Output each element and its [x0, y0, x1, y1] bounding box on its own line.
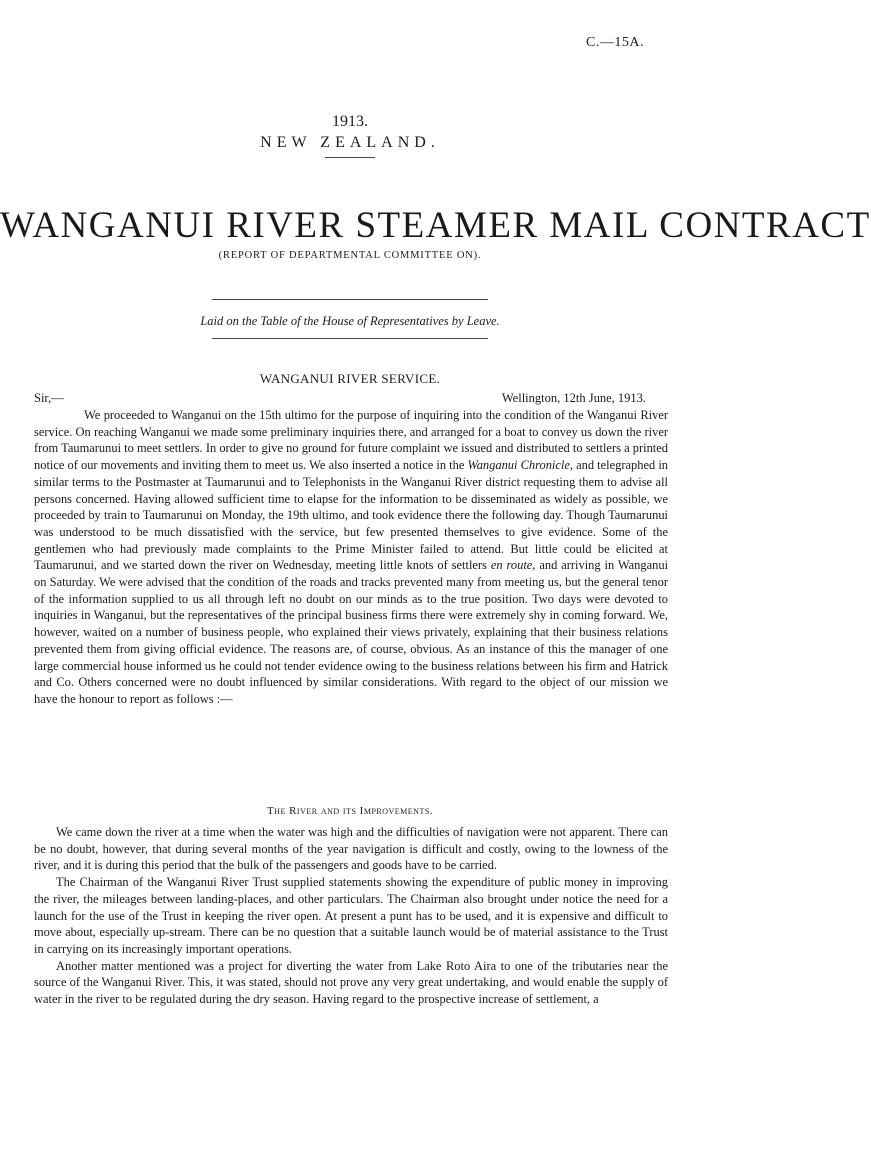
- paragraph-text: and telegraphed in similar terms to the Postmaster at Taumarunui and to Telephonists in the Wanganui River district requesting them to advise all persons concerned. Having allowed sufficient time to elapse for the information to be disseminated as widely as possible, we proceeded by train to Taumarunui on Monday, the 19th ultimo, and took evidence there the following day. Though Taumarunui was understood to be much dissatisfied with the service, but few presented themselves to give evidence. Some of the gentlemen who had previously made complaints to the Prime Minister failed to attend. But little could be elicited at Taumarunui, and we started down the river on Wednesday, meeting little knots of settlers: [34, 458, 668, 573]
- newspaper-name: Wanganui Chronicle,: [467, 458, 573, 473]
- paragraph-river-trust: The Chairman of the Wanganui River Trust supplied statements showing the expenditure of public money in improving the river, the mileages between landing-places, and other particulars. The Chairman also brought under notice the need for a launch for the use of the Trust in keeping the river open. At present a punt has to be used, and it is expensive and difficult to move about, especially up-stream. There can be no question that a suitable launch would be of material assistance to the Trust in carrying on its increasingly important operations.: [34, 875, 668, 956]
- body-text-block-2: [34, 824, 668, 1008]
- document-reference: C.—15A.: [586, 35, 644, 50]
- paragraph-text: and arriving in Wanganui on Saturday. We were advised that the condition of the roads and tracks prevented many from meeting us, but the general tenor of the information supplied to us all through left no doubt on our minds as to the true position. Two days were devoted to inquiries in Wanganui, but the representatives of the principal business firms there were extremely shy in coming forward. We, however, waited on a number of business people, who explained their views privately, explaining that their business relations prevented them from giving official evidence. The reasons are, of course, obvious. As an instance of this the manager of one large commercial house informed us he could not tender evidence owing to the business relations between his firm and Hatrick and Co. Others concerned were no doubt influenced by similar considerations. With regard to the object of our mission we have the honour to report as follows :—: [34, 558, 669, 706]
- paragraph-navigation: We came down the river at a time when the water was high and the difficulties of navigation were not apparent. There can be no doubt, however, that during several months of the year navigation is difficult and costly, owing to the lowness of the river, and it is during this period that the bulk of the passengers and goods have to be carried.: [34, 825, 668, 873]
- divider-bottom: [212, 338, 488, 339]
- paragraph-lake-roto-aira: Another matter mentioned was a project for diverting the water from Lake Roto Aira to one of the tributaries near the source of the Wanganui River. This, it was stated, should not prove any very great undertaking, and would enable the supply of water in the river to be regulated during the dry season. Having regard to the prospective increase of settlement, a: [34, 958, 668, 1007]
- report-title: WANGANUI RIVER STEAMER MAIL CONTRACT: [0, 205, 871, 246]
- section-heading-river: The River and its Improvements.: [266, 805, 434, 817]
- salutation: Sir,—: [34, 391, 64, 405]
- dateline: Wellington, 12th June, 1913.: [501, 391, 646, 405]
- paragraph-text: We proceeded to Wanganui on the 15th ultimo for the purpose of inquiring into the condition of the Wanganui River service. On reaching Wanganui we made some preliminary inquiries there, and arranged for a boat to convey us down the river from Taumarunui to meet settlers. In order to give no ground for future complaint we issued and distributed to settlers a printed notice of our movements and inviting them to meet us. We also inserted a notice in the: [34, 408, 668, 473]
- section-heading-service: WANGANUI RIVER SERVICE.: [259, 371, 441, 386]
- paragraph-inquiry: [34, 407, 668, 708]
- italic-phrase: en route,: [490, 558, 536, 573]
- divider-top: [212, 299, 488, 300]
- report-subtitle: (REPORT OF DEPARTMENTAL COMMITTEE ON).: [218, 250, 482, 261]
- country-heading: NEW ZEALAND.: [260, 134, 440, 151]
- body-text-block-1: [34, 407, 668, 708]
- laid-on-table-notice: Laid on the Table of the House of Representatives by Leave.: [200, 314, 500, 328]
- short-divider: [325, 157, 375, 158]
- report-year: 1913.: [332, 113, 368, 130]
